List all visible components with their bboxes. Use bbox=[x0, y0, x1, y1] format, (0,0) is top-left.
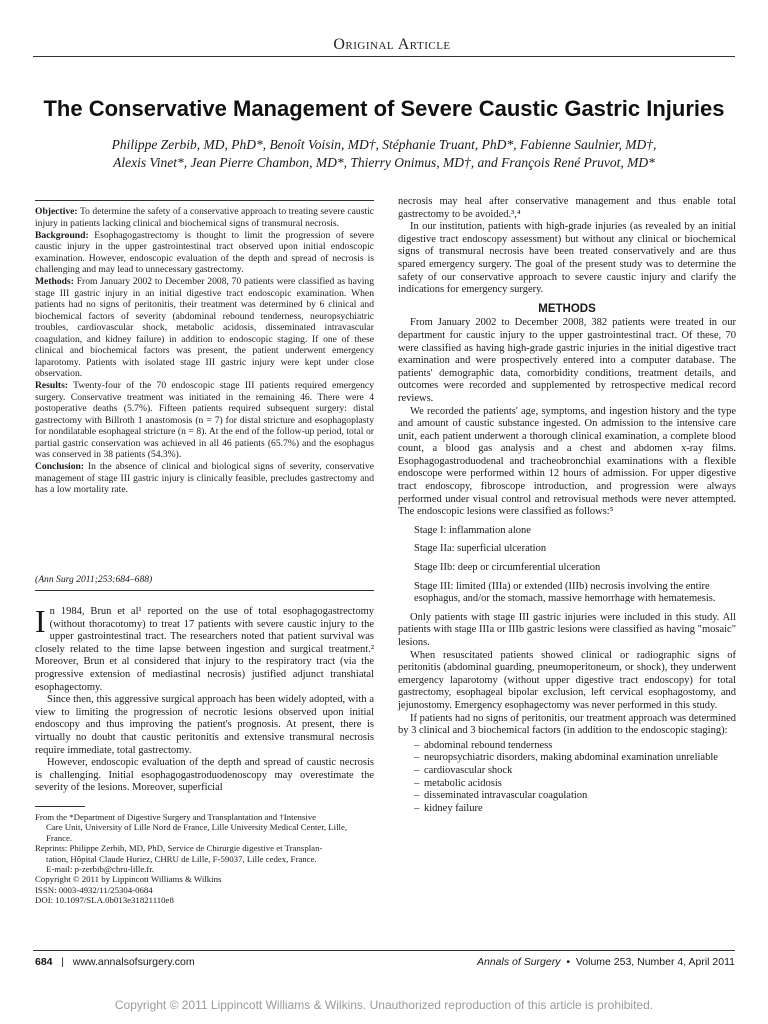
footer-bullet: • bbox=[566, 956, 570, 968]
background-text: Esophagogastrectomy is thought to limit the progression of severe caustic injury in the upper gastrointestinal tract observed upon initial endoscopic examination. However, endoscopic evaluation of the depth and spread of necrosis is challenging and may lead to unnecessary gastrectomy. bbox=[35, 229, 374, 275]
list-item: – abdominal rebound tenderness bbox=[414, 740, 736, 753]
authors-line-2: Alexis Vinet*, Jean Pierre Chambon, MD*, Thierry Onimus, MD†, and François René Pruvot, MD* bbox=[113, 155, 655, 170]
abstract-background bbox=[35, 230, 374, 276]
reprints-line-2: tation, Hôpital Claude Huriez, CHRU de Lille, F-59037, Lille cedex, France. bbox=[46, 853, 317, 864]
intro-paragraph-2: Since then, this aggressive surgical approach has been widely adopted, with a view to limiting the progression of necrotic lesions observed upon initial endoscopy and thus improving the patient's prognosis. At present, there is virtually no doubt that caustic peritonitis and extensive transmural necrosis require immediate, total gastrectomy. bbox=[35, 694, 374, 756]
methods-paragraph-2: We recorded the patients' age, symptoms, and ingestion history and the type and amount of caustic substance ingested. On admission to the intensive care unit, each patient underwent a thorough clinical examination, a complete blood count, a blood gas analysis and a chest and abdomen x-ray films. Esophagogastroduodenal and tracheobronchial examinations with a flexible endoscope were performed within 12 hours of admission. For upper digestive tract endoscopy, fibroscope introduction, and progression were always performed under visual control and retrovisual methods were never attempted. The endoscopic lesions were classified as follows:⁵ bbox=[398, 405, 736, 518]
introduction bbox=[35, 603, 374, 795]
journal-website-link[interactable]: www.annalsofsurgery.com bbox=[72, 956, 195, 968]
list-item: – kidney failure bbox=[414, 803, 736, 816]
abstract-methods bbox=[35, 276, 374, 380]
abstract-objective bbox=[35, 206, 374, 229]
objective-label: Objective: bbox=[35, 206, 78, 217]
issn-line: ISSN: 0003-4932/11/25304-0684 bbox=[35, 884, 153, 895]
intro-paragraph-3: However, endoscopic evaluation of the depth and spread of caustic necrosis is challenging. Initial esophagogastroduodenoscopy may overestimate the severity of the lesions. Moreover, superficial bbox=[35, 757, 374, 794]
section-label: Original Article bbox=[333, 36, 451, 53]
citation: (Ann Surg 2011;253:684–688) bbox=[35, 574, 153, 585]
background-label: Background: bbox=[35, 229, 89, 241]
author-list bbox=[60, 136, 708, 172]
methods-text: From January 2002 to December 2008, 70 patients were classified as having stage III gastric injury in an initial digestive tract endoscopic examination. When patients had no signs of peritonitis, their treatment was determined by 6 clinical and biochemical factors of severity (abdominal rebound tenderness, neuropsychiatric troubles, cardiovascular shock, metabolic acidosis, disseminated intravascular coagulation, and kidney failure) in addition to endoscopic staging. If one of these clinical and biochemical factors was present, the patient underwent emergency laparotomy. Patients with isolated stage III gastric injury were kept under close observation. bbox=[35, 276, 374, 379]
footer-rule bbox=[33, 950, 735, 951]
affiliation-line-1: From the *Department of Digestive Surgery and Transplantation and †Intensive bbox=[35, 812, 317, 822]
stage-3: Stage III: limited (IIIa) or extended (IIIb) necrosis involving the entire esophagus, and/or the stomach, massive hemorrhage with hematemesis. bbox=[414, 580, 716, 605]
methods-heading: METHODS bbox=[538, 302, 596, 315]
severity-factor-list bbox=[398, 740, 736, 816]
stage-2a: Stage IIa: superficial ulceration bbox=[414, 543, 547, 555]
header-rule bbox=[33, 56, 735, 57]
methods-paragraph-1: From January 2002 to December 2008, 382 patients were treated in our department for caustic injury to the upper gastrointestinal tract. Of these, 70 were classified as having high-grade gastric injuries in the initial digestive tract examination and were prospectively entered into a computer database. The patients' demographic data, comorbidity conditions, treatment details, and outcomes were recorded and supplemented by retrospective medical record reviews. bbox=[398, 317, 736, 404]
intro-paragraph-1 bbox=[35, 603, 374, 694]
abstract-bottom-rule bbox=[35, 590, 374, 591]
copyright-notice: Copyright © 2011 Lippincott Williams & Wilkins. Unauthorized reproduction of this article is prohibited. bbox=[114, 998, 654, 1012]
footnotes bbox=[35, 812, 374, 906]
right-column bbox=[398, 196, 736, 815]
abstract-results bbox=[35, 380, 374, 461]
doi-line: DOI: 10.1097/SLA.0b013e31821110e8 bbox=[35, 895, 174, 906]
list-item: – disseminated intravascular coagulation bbox=[414, 790, 736, 803]
methods-paragraph-5: If patients had no signs of peritonitis, our treatment approach was determined by 3 clinical and 3 biochemical factors (in addition to the endoscopic staging): bbox=[398, 712, 736, 737]
methods-label: Methods: bbox=[35, 276, 74, 287]
page-footer-right bbox=[477, 956, 735, 968]
methods-paragraph-4: When resuscitated patients showed clinical or radiographic signs of peritonitis (abdominal guarding, pneumoperitoneum, or shock), they underwent emergency laparotomy (without upper digestive tract endoscopy) for total gastrectomy, esophageal bipolar exclusion, left cervical esophagostomy, and jejunostomy. Emergency esophagectomy was never performed in this study. bbox=[398, 649, 736, 711]
objective-text: To determine the safety of a conservative approach to treating severe caustic injury in patients lacking clinical and biochemical signs of transmural necrosis. bbox=[35, 206, 374, 229]
list-item: – metabolic acidosis bbox=[414, 778, 736, 791]
footnote-rule bbox=[35, 806, 85, 807]
list-item: – neuropsychiatric disorders, making abdominal examination unreliable bbox=[414, 752, 736, 765]
conclusion-text: In the absence of clinical and biological signs of severity, conservative management of stage III gastric injury is clinically feasible, precludes gastrectomy and has a low mortality rate. bbox=[35, 461, 374, 495]
journal-name: Annals of Surgery bbox=[477, 956, 561, 968]
page-number: 684 bbox=[35, 956, 53, 968]
abstract-top-rule bbox=[35, 200, 374, 201]
article-title: The Conservative Management of Severe Caustic Gastric Injuries bbox=[43, 96, 725, 121]
institution-paragraph: In our institution, patients with high-grade injuries (as revealed by an initial digestive tract endoscopy assessment) but without any clinical or biochemical signs of transmural necrosis have been treated conservatively and are thus spared emergency surgery. The goal of the present study was to determine the safety of our conservative approach to severe caustic injury and clarify the indications for emergency surgery. bbox=[398, 221, 736, 296]
affiliation-line-2: Care Unit, University of Lille Nord de France, Lille University Medical Center, Lille, France. bbox=[46, 822, 348, 843]
abstract bbox=[35, 206, 374, 496]
intro-continuation: necrosis may heal after conservative management and thus enable total gastrectomy to be avoided.³,⁴ bbox=[398, 196, 736, 220]
drop-cap: I bbox=[35, 603, 46, 639]
stage-2b: Stage IIb: deep or circumferential ulceration bbox=[414, 562, 601, 574]
methods-paragraph-3: Only patients with stage III gastric injuries were included in this study. All patients with stage IIIa or IIIb gastric lesions were classified as having "mosaic" lesions. bbox=[398, 611, 736, 648]
stage-1: Stage I: inflammation alone bbox=[414, 524, 531, 536]
intro-p1-text: n 1984, Brun et al¹ reported on the use of total esophagogastrectomy (without thoracotomy) to treat 17 patients with severe caustic injury to the upper gastrointestinal tract. The researchers noted that patient survival was closely related to the time lapse between ingestion and surgical treatment.² Moreover, Brun et al considered that injury to the respiratory tract (via the progressive extension of mediastinal necrosis) justified adjunct transhiatal esophagectomy. bbox=[35, 606, 374, 693]
issue-info: Volume 253, Number 4, April 2011 bbox=[575, 956, 735, 968]
results-label: Results: bbox=[35, 380, 69, 391]
abstract-conclusion bbox=[35, 461, 374, 496]
list-item: – cardiovascular shock bbox=[414, 765, 736, 778]
copyright-line: Copyright © 2011 by Lippincott Williams & Wilkins bbox=[35, 874, 222, 885]
results-text: Twenty-four of the 70 endoscopic stage III patients required emergency surgery. Conservative treatment was initiated in the remaining 46. There were 4 postoperative deaths (5.7%). Fifteen patients required subsequent surgery: distal gastrectomy with Billroth 1 anastomosis (n = 7) for distal stricture and esophagoplasty for nondilatable esophageal stricture (n = 8). At the end of the follow-up period, total or partial gastric conservation was achieved in all 46 patients (65.7%) and the esophagus was conserved in 38 patients (54.3%). bbox=[35, 380, 374, 460]
conclusion-label: Conclusion: bbox=[35, 461, 85, 472]
reprints-line-1: Reprints: Philippe Zerbib, MD, PhD, Service de Chirurgie digestive et Transplan- bbox=[35, 843, 323, 854]
page-footer-left bbox=[35, 956, 195, 968]
reprints-email: E-mail: p-zerbib@chru-lille.fr. bbox=[46, 864, 155, 875]
authors-line-1: Philippe Zerbib, MD, PhD*, Benoît Voisin, MD†, Stéphanie Truant, PhD*, Fabienne Saulnier, MD†, bbox=[111, 137, 657, 152]
footer-separator: | bbox=[61, 956, 65, 968]
